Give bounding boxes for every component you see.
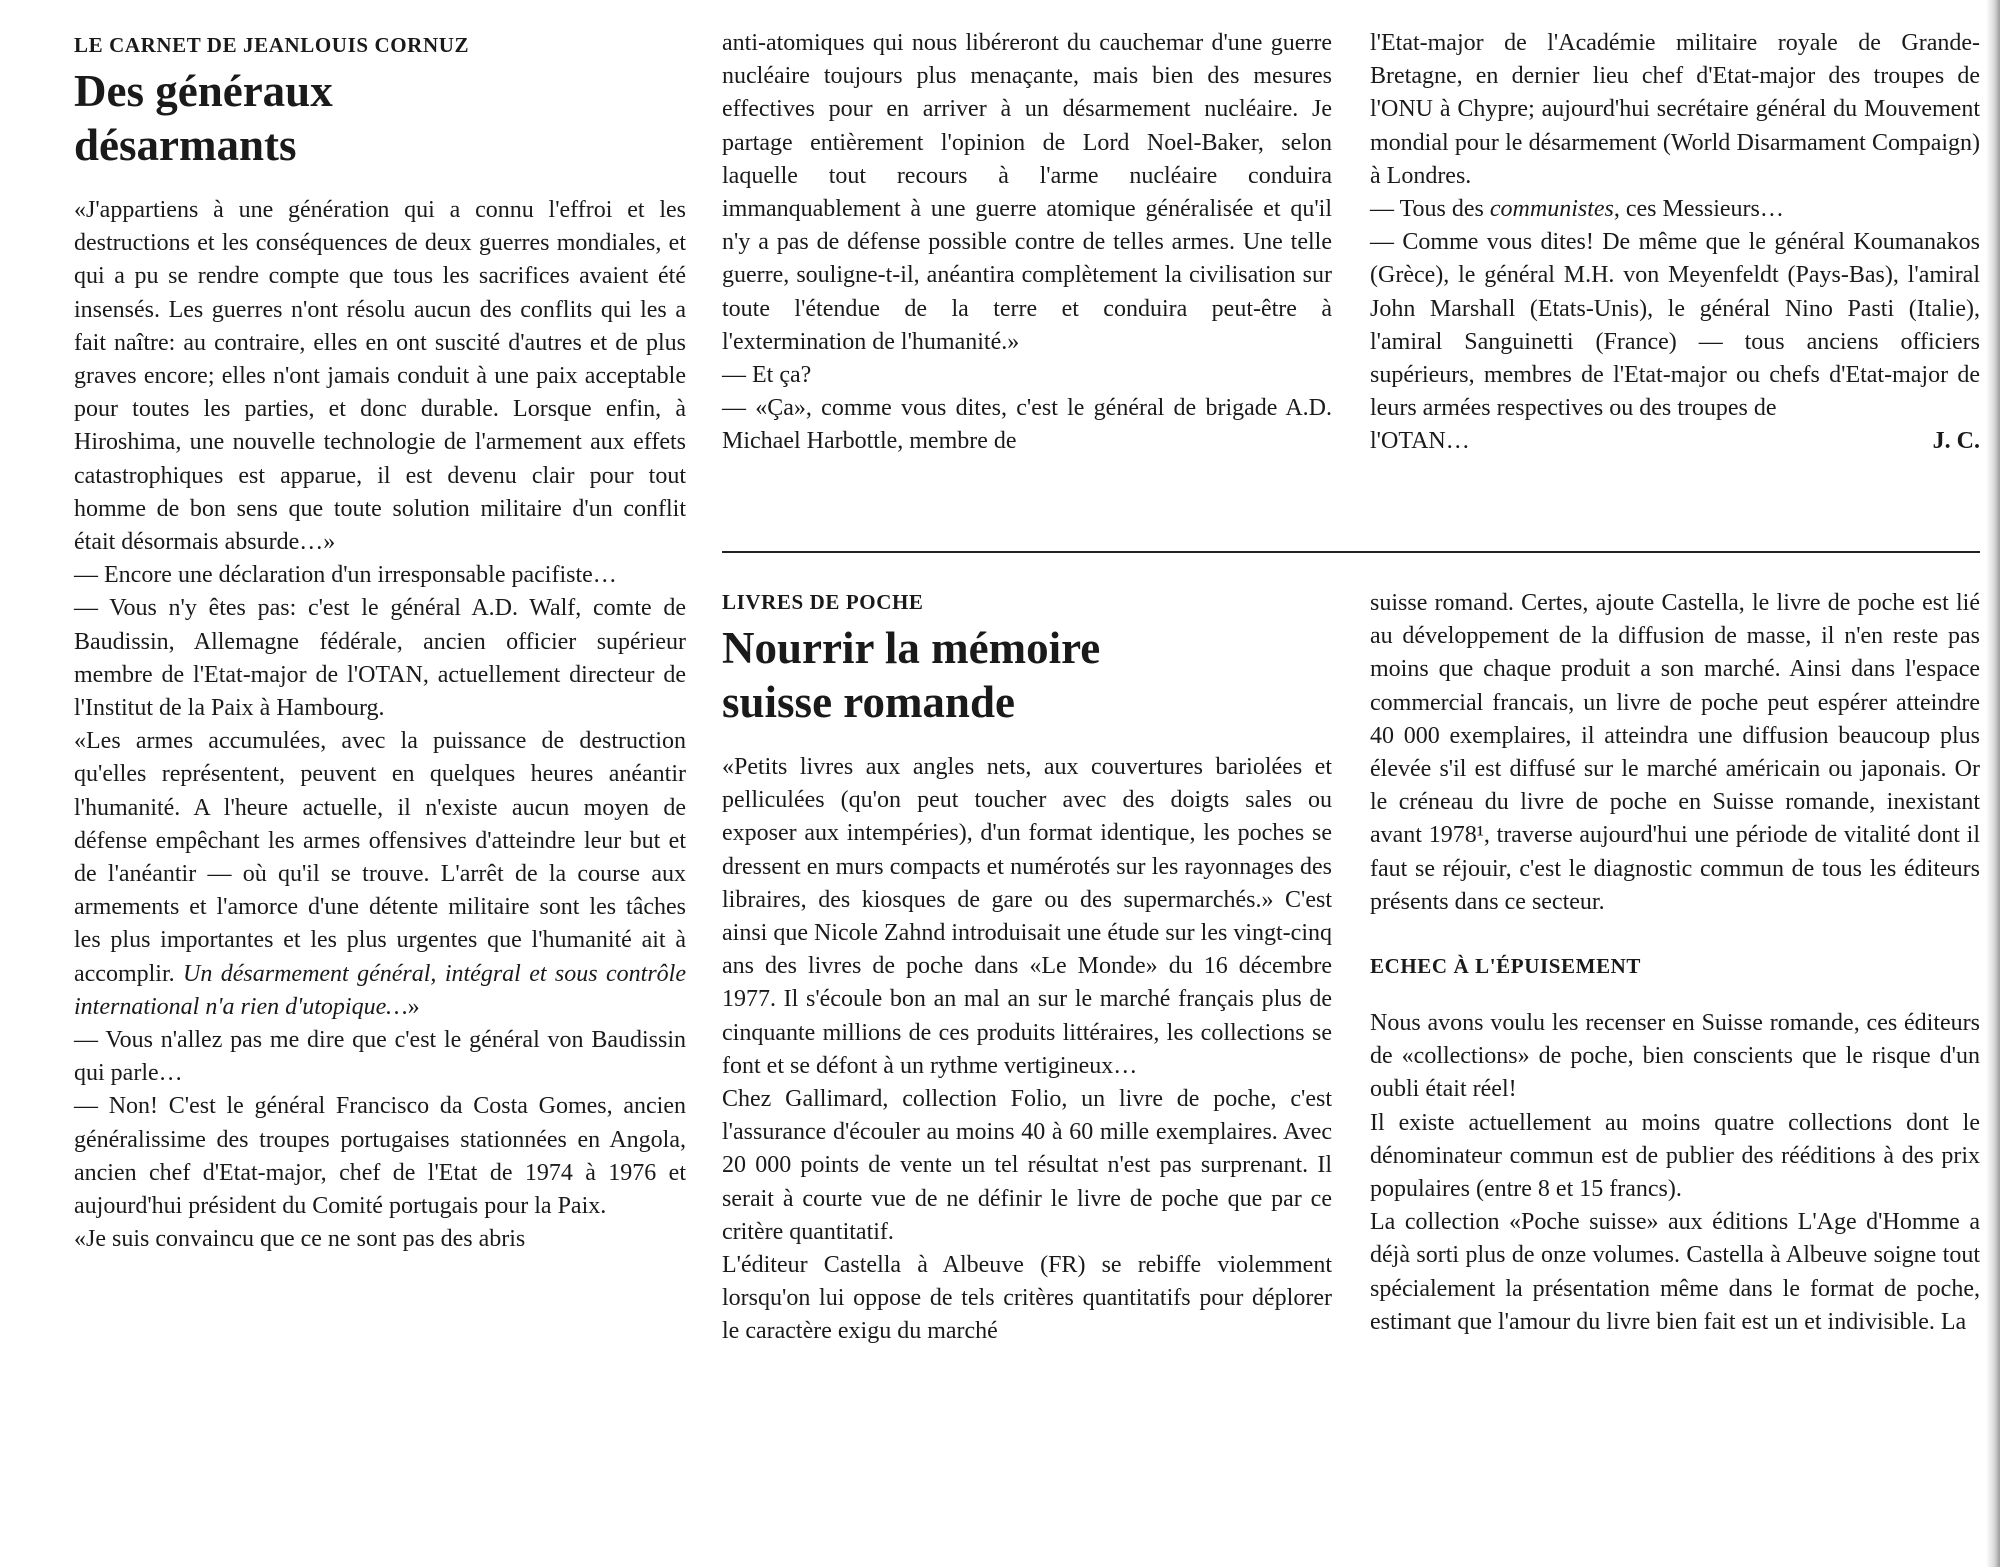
article1-last-words: l'OTAN… (1370, 428, 1470, 455)
article1-quote-paragraph (74, 725, 686, 1024)
article1-paragraph: «Je suis convaincu que ce ne sont pas des abris (74, 1226, 526, 1253)
article1-paragraph: anti-atomiques qui nous libéreront du cauchemar d'une guerre nucléaire toujours plus menaçante, mais bien des mesures effectives pour en arriver à un désarmement nucléaire. Je partage entièrement l'opinion de Lord Noel-Baker, selon laquelle tout recours à l'arme nucléaire conduira immanquablement à une guerre atomique généralisée et qu'il n'y a pas de défense possible contre de telles armes. Une telle guerre, souligne-t-il, anéantira complètement la civilisation sur toute l'étendue de la terre et conduira peut-être à l'extermination de l'humanité.» (722, 30, 1332, 355)
section-divider (722, 551, 1980, 553)
article1-text: — Tous des (1370, 196, 1490, 223)
article2-paragraph: suisse romand. Certes, ajoute Castella, le livre de poche est lié au développement de la diffusion de masse, il n'en reste pas moins que chaque produit a son marché. Ainsi dans l'espace commercial francais, un livre de poche peut espérer atteindre 40 000 exemplaires, il atteindra une diffusion beaucoup plus élevée s'il est diffusé sur le marché américain ou japonais. Or le créneau du livre de poche en Suisse romande, inexistant avant 1978¹, traverse aujourd'hui une période de vitalité dont il faut se réjouir, c'est le diagnostic commun de tous les éditeurs présents dans ce secteur. (1370, 590, 1980, 915)
article2-paragraph: La collection «Poche suisse» aux éditions L'Age d'Homme a déjà sorti plus de onze volumes. Castella à Albeuve soigne tout spécialement la présentation même dans le format de poche, estimant que l'amour du livre bien fait est un et indivisible. La (1370, 1209, 1980, 1335)
article2-paragraph: Nous avons voulu les recenser en Suisse romande, ces éditeurs de «collections» de poche, bien conscients que le risque d'un oubli était réel! (1370, 1010, 1980, 1103)
article2-paragraph: Chez Gallimard, collection Folio, un livre de poche, c'est l'assurance d'écouler au moins 40 à 60 mille exemplaires. Avec 20 000 points de vente un tel résultat n'est pas surprenant. Il serait à courte vue de ne définir le livre de poche que par ce critère quantitatif. (722, 1086, 1332, 1245)
article1-paragraph: «J'appartiens à une génération qui a connu l'effroi et les destructions et les conséquences de deux guerres mondiales, et qui a pu se rendre compte que tous les sacrifices avaient été insensés. Les guerres n'ont résolu aucun des conflits qui les a fait naître: au contraire, elles en ont suscité d'autres et de plus graves encore; elles n'ont jamais conduit à une paix acceptable pour toutes les parties, et donc durable. Lorsque enfin, à Hiroshima, une nouvelle technologie de l'armement aux effets catastrophiques est apparue, il est devenu clair pour tout homme de bon sens que toute solution militaire d'un conflit était désormais absurde…» (74, 197, 686, 556)
article1-text: , ces Messieurs… (1613, 196, 1784, 223)
article1-paragraph: — Encore une déclaration d'un irresponsable pacifiste… (74, 562, 617, 589)
article1-kicker: LE CARNET DE JEANLOUIS CORNUZ (74, 33, 470, 57)
article1-column-middle (722, 27, 1332, 459)
article2-subhead: ECHEC À L'ÉPUISEMENT (1370, 954, 1642, 979)
article1-column-right (1370, 27, 1980, 459)
article1-headline-line2: désarmants (74, 120, 297, 170)
article1-paragraph (1370, 193, 1980, 226)
article1-paragraph: — Non! C'est le général Francisco da Costa Gomes, ancien généralissime des troupes portugaises stationnées en Angola, ancien chef d'Etat-major, chef de l'Etat de 1974 à 1976 et aujourd'hui président du Comité portugais pour la Paix. (74, 1093, 686, 1220)
article2-headline (722, 621, 1332, 729)
article1-paragraph: — Vous n'y êtes pas: c'est le général A.D. Walf, comte de Baudissin, Allemagne fédérale, ancien officier supérieur membre de l'Etat-major de l'OTAN, actuellement directeur de l'Institut de la Paix à Hambourg. (74, 595, 686, 722)
article2-column-middle (722, 587, 1332, 1349)
article2-headline-line2: suisse romande (722, 677, 1015, 727)
article1-paragraph: — Vous n'allez pas me dire que c'est le général von Baudissin qui parle… (74, 1027, 686, 1087)
author-signature: J. C. (1932, 428, 1980, 455)
article1-quote-text: «Les armes accumulées, avec la puissance de destruction qu'elles représentent, peuvent en quelques heures anéantir l'humanité. A l'heure actuelle, il n'existe aucun moyen de défense empêchant les armes offensives d'atteindre leur but et de l'anéantir — où qu'il se trouve. L'arrêt de la course aux armements et l'amorce d'une détente militaire sont les tâches les plus importantes et les plus urgentes que l'humanité ait à accomplir. (74, 728, 686, 987)
page-edge-shadow (1986, 0, 2000, 1567)
article1-paragraph: — «Ça», comme vous dites, c'est le général de brigade A.D. Michael Harbottle, membre de (722, 395, 1332, 455)
article1-paragraph: — Et ça? (722, 362, 812, 389)
article1-quote-italic: Un désarmement général, intégral et sous contrôle international n'a rien d'utopique… (74, 960, 686, 1020)
article1-quote-close: » (407, 993, 420, 1020)
article2-kicker: LIVRES DE POCHE (722, 590, 924, 614)
article1-paragraph: l'Etat-major de l'Académie militaire royale de Grande-Bretagne, en dernier lieu chef d'Etat-major des troupes de l'ONU à Chypre; aujourd'hui secrétaire général du Mouvement mondial pour le désarmement (World Disarmament Compaign) à Londres. (1370, 30, 1980, 189)
article1-headline-line1: Des généraux (74, 66, 333, 116)
article1-paragraph: — Comme vous dites! De même que le général Koumanakos (Grèce), le général M.H. von Meyenfeldt (Pays-Bas), l'amiral John Marshall (Etats-Unis), le général Nino Pasti (Italie), l'amiral Sanguinetti (France) — tous anciens officiers supérieurs, membres de l'Etat-major ou chefs d'Etat-major de leurs armées respectives ou des troupes de (1370, 229, 1980, 422)
article1-headline (74, 64, 686, 172)
article1-closing-line (1370, 425, 1980, 458)
article1-italic-word: communistes (1489, 196, 1614, 223)
article2-headline-line1: Nourrir la mémoire (722, 623, 1101, 673)
article2-paragraph: Il existe actuellement au moins quatre collections dont le dénominateur commun est de publier des rééditions à des prix populaires (entre 8 et 15 francs). (1370, 1109, 1980, 1203)
article2-column-right (1370, 587, 1980, 1339)
article2-paragraph: «Petits livres aux angles nets, aux couvertures bariolées et pelliculées (qu'on peut toucher avec des doigts sales ou exposer aux intempéries), d'un format identique, les poches se dressent en murs compacts et numérotés sur les rayonnages des libraires, des kiosques de gare ou des supermarchés.» C'est ainsi que Nicole Zahnd introduisait une étude sur les vingt-cinq ans des livres de poche dans «Le Monde» du 16 décembre 1977. Il s'écoule bon an mal an sur le marché français plus de cinquante millions de ces produits littéraires, les collections se font et se défont à un rythme vertigineux… (722, 754, 1332, 1079)
article1-column-left (74, 30, 686, 1257)
article2-paragraph: L'éditeur Castella à Albeuve (FR) se rebiffe violemment lorsqu'on lui oppose de tels critères quantitatifs pour déplorer le caractère exigu du marché (722, 1252, 1332, 1345)
